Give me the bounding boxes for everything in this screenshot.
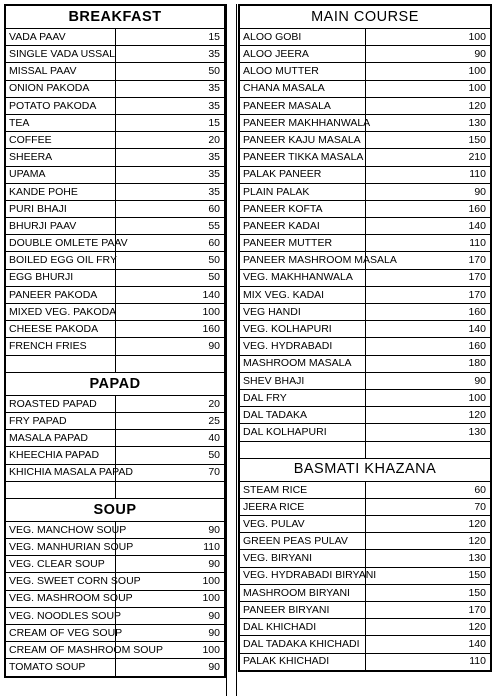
item-name: VEG. PULAV [240, 516, 366, 533]
item-name: DAL FRY [240, 389, 366, 406]
item-name: MASHROOM MASALA [240, 355, 366, 372]
section-heading: SOUP [6, 498, 225, 521]
item-name: SINGLE VADA USSAL [6, 46, 116, 63]
menu-item-row [6, 166, 225, 183]
item-name: PALAK KHICHADI [240, 653, 366, 670]
menu-item-row [6, 430, 225, 447]
item-name: DAL KHICHADI [240, 619, 366, 636]
item-name: VEG. BIRYANI [240, 550, 366, 567]
item-price: 140 [365, 218, 491, 235]
menu-item-row [6, 269, 225, 286]
item-name: POTATO PAKODA [6, 97, 116, 114]
right-menu-table [239, 5, 491, 671]
item-name: VEG. HYDRABADI BIRYANI [240, 567, 366, 584]
item-name: ROASTED PAPAD [6, 395, 116, 412]
item-price: 140 [115, 286, 225, 303]
item-name: PURI BHAJI [6, 200, 116, 217]
item-name: GREEN PEAS PULAV [240, 533, 366, 550]
item-name: MIXED VEG. PAKODA [6, 304, 116, 321]
menu-item-row [240, 29, 491, 46]
item-name: VEG. MANCHOW SOUP [6, 521, 116, 538]
item-name: MIX VEG. KADAI [240, 286, 366, 303]
item-price: 100 [365, 63, 491, 80]
section-heading-row [6, 372, 225, 395]
menu-item-row [6, 642, 225, 659]
item-name: MASALA PAPAD [6, 430, 116, 447]
item-name: PANEER KAJU MASALA [240, 132, 366, 149]
item-name: VEG. MAKHHANWALA [240, 269, 366, 286]
item-price: 20 [115, 395, 225, 412]
item-name: BHURJI PAAV [6, 218, 116, 235]
item-price: 90 [115, 625, 225, 642]
item-name: VEG. HYDRABADI [240, 338, 366, 355]
menu-item-row [240, 550, 491, 567]
menu-item-row [240, 132, 491, 149]
menu-sheet [4, 4, 490, 696]
menu-item-row [240, 516, 491, 533]
item-price: 170 [365, 286, 491, 303]
item-name: PANEER MUTTER [240, 235, 366, 252]
item-price: 100 [365, 80, 491, 97]
item-name: VADA PAAV [6, 29, 116, 46]
item-price: 50 [115, 269, 225, 286]
menu-item-row [6, 183, 225, 200]
menu-item-row [240, 389, 491, 406]
menu-item-row [240, 372, 491, 389]
item-price: 130 [365, 550, 491, 567]
item-price: 35 [115, 166, 225, 183]
menu-item-row [240, 46, 491, 63]
menu-item-row [240, 619, 491, 636]
item-price: 180 [365, 355, 491, 372]
item-name: PANEER MASALA [240, 97, 366, 114]
item-price: 90 [115, 338, 225, 355]
item-name: FRENCH FRIES [6, 338, 116, 355]
item-name: PANEER TIKKA MASALA [240, 149, 366, 166]
menu-item-row [240, 286, 491, 303]
item-name: JEERA RICE [240, 498, 366, 515]
item-price: 130 [365, 424, 491, 441]
item-name: MISSAL PAAV [6, 63, 116, 80]
item-price: 60 [365, 481, 491, 498]
item-name: CREAM OF VEG SOUP [6, 625, 116, 642]
section-heading: BASMATI KHAZANA [240, 458, 491, 481]
item-price: 170 [365, 252, 491, 269]
menu-item-row [6, 590, 225, 607]
menu-item-row [240, 584, 491, 601]
item-price: 70 [115, 464, 225, 481]
item-price: 20 [115, 132, 225, 149]
item-price: 160 [365, 200, 491, 217]
item-name: CHEESE PAKODA [6, 321, 116, 338]
menu-item-row [240, 304, 491, 321]
item-price: 140 [365, 321, 491, 338]
item-price: 110 [365, 166, 491, 183]
item-name: VEG. KOLHAPURI [240, 321, 366, 338]
menu-item-row [240, 149, 491, 166]
item-price: 170 [365, 602, 491, 619]
item-price: 160 [365, 304, 491, 321]
item-name: PANEER PAKODA [6, 286, 116, 303]
item-price: 150 [365, 132, 491, 149]
menu-item-row [6, 114, 225, 131]
menu-item-row [6, 218, 225, 235]
item-name: VEG. NOODLES SOUP [6, 607, 116, 624]
left-menu-table [5, 5, 225, 677]
item-price: 210 [365, 149, 491, 166]
item-name: PANEER BIRYANI [240, 602, 366, 619]
menu-item-row [240, 269, 491, 286]
menu-item-row [6, 149, 225, 166]
item-name: DAL KOLHAPURI [240, 424, 366, 441]
menu-item-row [6, 659, 225, 676]
section-heading-row [6, 6, 225, 29]
menu-item-row [6, 395, 225, 412]
item-name: DOUBLE OMLETE PAAV [6, 235, 116, 252]
item-name: ALOO GOBI [240, 29, 366, 46]
empty-cell [115, 355, 225, 372]
item-name: ALOO JEERA [240, 46, 366, 63]
menu-item-row [6, 200, 225, 217]
item-price: 110 [365, 235, 491, 252]
item-price: 70 [365, 498, 491, 515]
menu-column-right [238, 4, 492, 672]
item-name: SHEV BHAJI [240, 372, 366, 389]
menu-item-row [6, 321, 225, 338]
item-price: 100 [115, 304, 225, 321]
item-price: 120 [365, 533, 491, 550]
item-price: 170 [365, 269, 491, 286]
menu-item-row [240, 235, 491, 252]
item-price: 120 [365, 619, 491, 636]
menu-column-left [4, 4, 226, 678]
item-name: VEG. SWEET CORN SOUP [6, 573, 116, 590]
item-price: 160 [115, 321, 225, 338]
item-price: 50 [115, 252, 225, 269]
menu-item-row [6, 235, 225, 252]
item-price: 100 [115, 590, 225, 607]
item-price: 90 [115, 607, 225, 624]
item-name: TEA [6, 114, 116, 131]
menu-item-row [240, 114, 491, 131]
item-name: ONION PAKODA [6, 80, 116, 97]
item-name: DAL TADAKA [240, 407, 366, 424]
menu-item-row [240, 533, 491, 550]
item-name: PANEER MASHROOM MASALA [240, 252, 366, 269]
item-name: UPAMA [6, 166, 116, 183]
menu-item-row [240, 338, 491, 355]
column-divider [226, 4, 237, 696]
item-name: VEG HANDI [240, 304, 366, 321]
empty-cell [115, 481, 225, 498]
menu-item-row [6, 304, 225, 321]
item-price: 140 [365, 636, 491, 653]
item-price: 160 [365, 338, 491, 355]
item-name: SHEERA [6, 149, 116, 166]
item-name: EGG BHURJI [6, 269, 116, 286]
item-price: 90 [115, 521, 225, 538]
item-price: 35 [115, 97, 225, 114]
menu-item-row [6, 464, 225, 481]
blank-row [6, 481, 225, 498]
item-name: TOMATO SOUP [6, 659, 116, 676]
menu-item-row [240, 407, 491, 424]
item-price: 35 [115, 46, 225, 63]
item-price: 35 [115, 80, 225, 97]
item-name: COFFEE [6, 132, 116, 149]
item-name: VEG. CLEAR SOUP [6, 556, 116, 573]
menu-item-row [240, 424, 491, 441]
menu-item-row [240, 200, 491, 217]
empty-cell [240, 441, 366, 458]
item-price: 100 [115, 573, 225, 590]
item-price: 35 [115, 183, 225, 200]
item-price: 90 [365, 372, 491, 389]
menu-item-row [6, 521, 225, 538]
item-price: 50 [115, 63, 225, 80]
section-heading-row [6, 498, 225, 521]
item-name: PLAIN PALAK [240, 183, 366, 200]
menu-item-row [6, 29, 225, 46]
menu-item-row [240, 498, 491, 515]
item-name: FRY PAPAD [6, 412, 116, 429]
empty-cell [365, 441, 491, 458]
menu-item-row [6, 252, 225, 269]
item-name: VEG. MANHURIAN SOUP [6, 539, 116, 556]
menu-item-row [240, 97, 491, 114]
menu-item-row [6, 132, 225, 149]
item-price: 100 [115, 642, 225, 659]
item-price: 150 [365, 567, 491, 584]
item-name: KHEECHIA PAPAD [6, 447, 116, 464]
blank-row [240, 441, 491, 458]
item-price: 110 [115, 539, 225, 556]
item-price: 60 [115, 200, 225, 217]
item-price: 130 [365, 114, 491, 131]
menu-item-row [240, 653, 491, 670]
item-price: 15 [115, 29, 225, 46]
item-price: 90 [365, 46, 491, 63]
item-name: ALOO MUTTER [240, 63, 366, 80]
item-price: 40 [115, 430, 225, 447]
menu-item-row [240, 63, 491, 80]
menu-item-row [6, 63, 225, 80]
menu-item-row [240, 218, 491, 235]
item-price: 15 [115, 114, 225, 131]
menu-item-row [6, 338, 225, 355]
menu-item-row [240, 567, 491, 584]
menu-item-row [240, 166, 491, 183]
item-name: DAL TADAKA KHICHADI [240, 636, 366, 653]
section-heading: MAIN COURSE [240, 6, 491, 29]
item-price: 110 [365, 653, 491, 670]
item-name: STEAM RICE [240, 481, 366, 498]
blank-row [6, 355, 225, 372]
item-name: KHICHIA MASALA PAPAD [6, 464, 116, 481]
item-price: 120 [365, 407, 491, 424]
menu-item-row [6, 447, 225, 464]
menu-item-row [6, 97, 225, 114]
menu-item-row [6, 556, 225, 573]
section-heading: PAPAD [6, 372, 225, 395]
section-heading-row [240, 6, 491, 29]
menu-item-row [6, 625, 225, 642]
menu-item-row [240, 321, 491, 338]
menu-item-row [240, 80, 491, 97]
menu-item-row [240, 481, 491, 498]
section-heading: BREAKFAST [6, 6, 225, 29]
item-name: KANDE POHE [6, 183, 116, 200]
item-name: BOILED EGG OIL FRY [6, 252, 116, 269]
item-price: 35 [115, 149, 225, 166]
menu-item-row [6, 607, 225, 624]
item-name: CREAM OF MASHROOM SOUP [6, 642, 116, 659]
item-name: MASHROOM BIRYANI [240, 584, 366, 601]
menu-item-row [240, 355, 491, 372]
item-price: 90 [365, 183, 491, 200]
menu-item-row [240, 636, 491, 653]
item-price: 100 [365, 389, 491, 406]
item-price: 60 [115, 235, 225, 252]
item-price: 25 [115, 412, 225, 429]
menu-item-row [6, 80, 225, 97]
menu-item-row [240, 183, 491, 200]
item-price: 150 [365, 584, 491, 601]
section-heading-row [240, 458, 491, 481]
empty-cell [6, 481, 116, 498]
item-price: 100 [365, 29, 491, 46]
menu-item-row [6, 573, 225, 590]
item-name: VEG. MASHROOM SOUP [6, 590, 116, 607]
item-name: PANEER MAKHHANWALA [240, 114, 366, 131]
item-price: 50 [115, 447, 225, 464]
item-price: 55 [115, 218, 225, 235]
menu-item-row [6, 412, 225, 429]
item-name: PANEER KOFTA [240, 200, 366, 217]
menu-item-row [240, 602, 491, 619]
empty-cell [6, 355, 116, 372]
item-name: PALAK PANEER [240, 166, 366, 183]
menu-item-row [6, 286, 225, 303]
menu-item-row [6, 46, 225, 63]
item-price: 90 [115, 659, 225, 676]
item-name: CHANA MASALA [240, 80, 366, 97]
menu-item-row [240, 252, 491, 269]
item-price: 120 [365, 516, 491, 533]
menu-item-row [6, 539, 225, 556]
item-price: 120 [365, 97, 491, 114]
item-price: 90 [115, 556, 225, 573]
item-name: PANEER KADAI [240, 218, 366, 235]
